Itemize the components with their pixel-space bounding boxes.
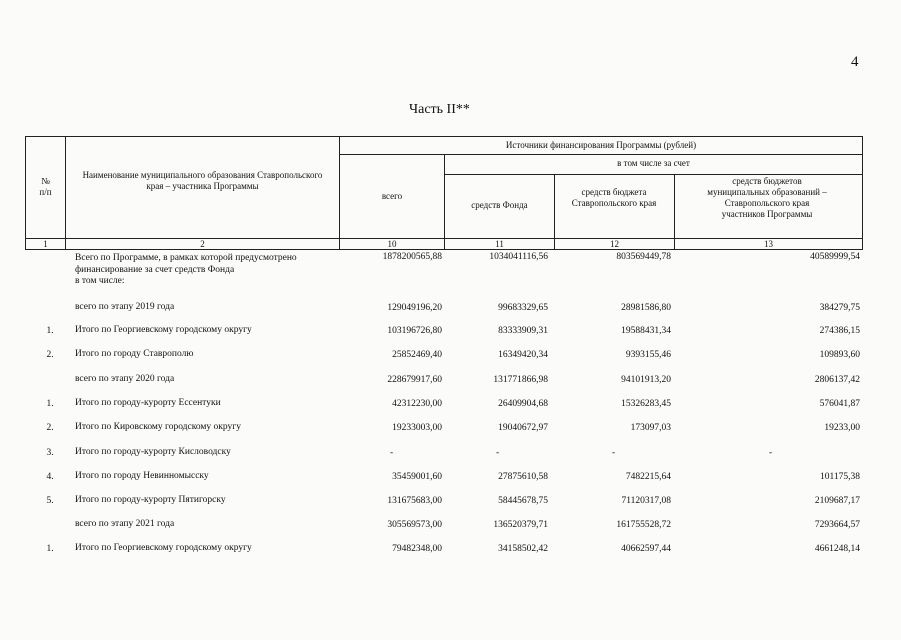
table-row bbox=[0, 519, 901, 533]
row-name: всего по этапу 2020 года bbox=[75, 374, 175, 384]
row-total: 103196726,80 bbox=[387, 326, 442, 336]
including-divider bbox=[444, 174, 863, 175]
row-fund: 16349420,34 bbox=[498, 350, 548, 360]
row-region: 173097,03 bbox=[630, 423, 671, 433]
row-name: Итого по Георгиевскому городскому округу bbox=[75, 325, 252, 335]
row-muni: 4661248,14 bbox=[814, 544, 860, 554]
row-total: 305569573,00 bbox=[387, 520, 442, 530]
row-num: 3. bbox=[46, 448, 54, 458]
row-name: Итого по городу Ставрополю bbox=[75, 349, 194, 359]
header-sources: Источники финансирования Программы (рублей) bbox=[505, 140, 697, 150]
row-region: 9393155,46 bbox=[625, 350, 671, 360]
row-name: Итого по городу Невинномысску bbox=[75, 471, 209, 481]
table-border-top bbox=[25, 136, 863, 137]
index-13: 13 bbox=[764, 239, 773, 249]
row-fund: 19040672,97 bbox=[498, 423, 548, 433]
table-row bbox=[0, 543, 901, 557]
row-fund: 34158502,42 bbox=[498, 544, 548, 554]
row-region: 19588431,34 bbox=[621, 326, 671, 336]
row-fund: 58445678,75 bbox=[498, 496, 548, 506]
row-fund: - bbox=[496, 448, 500, 458]
row-name-main: Всего по Программе, в рамках которой предусмотрено финансирование за счет средств Фонда bbox=[75, 253, 297, 275]
header-including: в том числе за счет bbox=[617, 158, 690, 168]
row-name: Итого по городу-курорту Пятигорску bbox=[75, 495, 226, 505]
index-2: 2 bbox=[200, 239, 205, 249]
row-name: всего по этапу 2021 года bbox=[75, 519, 175, 529]
row-muni: 2109687,17 bbox=[814, 496, 860, 506]
row-num: 1. bbox=[46, 399, 54, 409]
row-name: всего по этапу 2019 года bbox=[75, 302, 175, 312]
table-row bbox=[0, 422, 901, 436]
row-muni: 109893,60 bbox=[819, 350, 860, 360]
row-total: 35459001,60 bbox=[392, 472, 442, 482]
row-fund: 131771866,98 bbox=[493, 375, 548, 385]
table-row bbox=[0, 447, 901, 461]
row-region: 94101913,20 bbox=[621, 375, 671, 385]
row-muni: 576041,87 bbox=[819, 399, 860, 409]
row-muni: 2806137,42 bbox=[814, 375, 860, 385]
row-name: Итого по городу-курорту Кисловодску bbox=[75, 447, 231, 457]
sources-divider bbox=[339, 154, 863, 155]
row-total: 79482348,00 bbox=[392, 544, 442, 554]
row-total: 1878200565,88 bbox=[382, 252, 442, 262]
row-name: Итого по Кировскому городскому округу bbox=[75, 422, 241, 432]
table-row bbox=[0, 325, 901, 339]
row-num: 1. bbox=[46, 326, 54, 336]
header-region: средств бюджета Ставропольского края bbox=[571, 187, 657, 208]
row-region: 71120317,08 bbox=[621, 496, 671, 506]
row-muni: 19233,00 bbox=[824, 423, 860, 433]
row-muni: 40589999,54 bbox=[810, 252, 860, 262]
row-total: 25852469,40 bbox=[392, 350, 442, 360]
index-12: 12 bbox=[610, 239, 619, 249]
row-muni: 274386,15 bbox=[819, 326, 860, 336]
row-total: 42312230,00 bbox=[392, 399, 442, 409]
row-num: 2. bbox=[46, 350, 54, 360]
table-row bbox=[0, 495, 901, 509]
header-total: всего bbox=[381, 191, 403, 201]
page-number: 4 bbox=[851, 54, 859, 70]
header-name: Наименование муниципального образования Ставропольского края – участника Программы bbox=[82, 170, 323, 191]
row-region: 15326283,45 bbox=[621, 399, 671, 409]
table-row bbox=[0, 374, 901, 388]
row-fund: 1034041116,56 bbox=[489, 252, 548, 262]
table-row bbox=[0, 251, 901, 291]
row-name: Итого по городу-курорту Ессентуки bbox=[75, 398, 221, 408]
row-muni: 384279,75 bbox=[819, 303, 860, 313]
row-num: 4. bbox=[46, 472, 54, 482]
table-row bbox=[0, 398, 901, 412]
row-total: - bbox=[390, 448, 394, 458]
row-name: Итого по Георгиевскому городскому округу bbox=[75, 543, 252, 553]
row-region: 7482215,64 bbox=[625, 472, 671, 482]
col-divider-1 bbox=[65, 136, 66, 250]
row-fund: 27875610,58 bbox=[498, 472, 548, 482]
row-num: 2. bbox=[46, 423, 54, 433]
table-body bbox=[0, 251, 901, 631]
index-10: 10 bbox=[387, 239, 397, 249]
part-title: Часть II** bbox=[409, 102, 470, 117]
row-muni: 101175,38 bbox=[819, 472, 860, 482]
row-name-extra: в том числе: bbox=[75, 276, 125, 286]
row-name bbox=[75, 253, 337, 288]
row-total: 19233003,00 bbox=[392, 423, 442, 433]
index-11: 11 bbox=[495, 239, 504, 249]
table-row bbox=[0, 471, 901, 485]
index-1: 1 bbox=[43, 239, 48, 249]
row-region: - bbox=[612, 448, 616, 458]
header-muni: средств бюджетов муниципальных образований – Ставропольского края участников Программы bbox=[707, 176, 827, 219]
row-region: 161755528,72 bbox=[616, 520, 671, 530]
row-region: 803569449,78 bbox=[616, 252, 671, 262]
row-fund: 99683329,65 bbox=[498, 303, 548, 313]
row-fund: 26409904,68 bbox=[498, 399, 548, 409]
table-row bbox=[0, 302, 901, 316]
row-total: 228679917,60 bbox=[387, 375, 442, 385]
table-border-right bbox=[862, 136, 863, 250]
row-region: 28981586,80 bbox=[621, 303, 671, 313]
row-fund: 83333909,31 bbox=[498, 326, 548, 336]
table-row bbox=[0, 349, 901, 363]
row-num: 5. bbox=[46, 496, 54, 506]
header-fund: средств Фонда bbox=[471, 200, 528, 210]
header-num: № п/п bbox=[39, 176, 52, 197]
row-muni: - bbox=[769, 448, 773, 458]
row-num: 1. bbox=[46, 544, 54, 554]
row-total: 129049196,20 bbox=[387, 303, 442, 313]
row-region: 40662597,44 bbox=[621, 544, 671, 554]
row-muni: 7293664,57 bbox=[814, 520, 860, 530]
row-total: 131675683,00 bbox=[387, 496, 442, 506]
row-fund: 136520379,71 bbox=[493, 520, 548, 530]
